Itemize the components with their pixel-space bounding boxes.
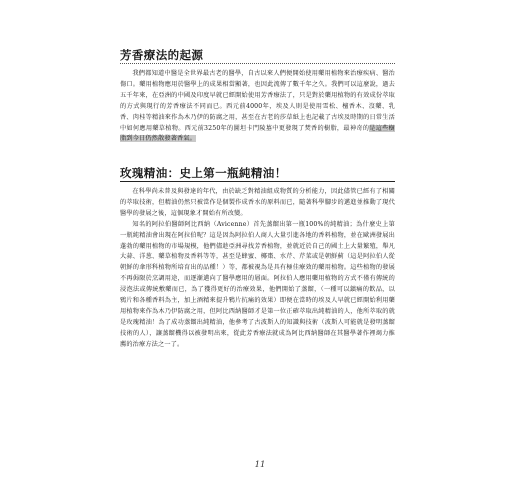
heading-divider bbox=[120, 181, 395, 182]
paragraph-text: 我們都知道中醫是全世界最古老的醫學，自古以來人們便開始使用藥用植物來治療疾病、醫治傷口。藥用植物應用於醫學上的成果相當顯著，也因此流傳了數千年之久。我們可以這麼說，過去五千年來，在亞洲的中國及印度早就已經開始使用芳香療法了，只是對於藥用植物的有效成份萃取的方式與現行的芳香療法不同而已。西元前4000年，埃及人則是使用雪松、檀香木、沒藥、乳香、肉桂等精油來作為木乃伊的防腐之用，甚至在古老的莎草紙上也記載了古埃及時期的日常生活中如何應用藥草植物。西元前3250年的圖坦卡門陵墓中更發現了焚香的樹脂，最神奇的 bbox=[120, 70, 395, 132]
section-body bbox=[120, 187, 395, 351]
section-title: 芳香療法的起源 bbox=[120, 48, 204, 62]
section-rose-oil bbox=[120, 162, 395, 351]
body-paragraph bbox=[120, 69, 395, 145]
section-heading-row bbox=[120, 162, 395, 180]
heading-divider bbox=[120, 63, 395, 64]
section-heading-row bbox=[120, 44, 395, 62]
body-paragraph-2: 知名的阿拉伯醫師阿比西納（Avicenne）首先蒸餾出第一瓶100%的純精油；為什麼史上第一瓶純精油會出現在阿拉伯呢？這是因為阿拉伯人商人大量引進各地的香料植物，並在歐洲發展出蓬勃的藥用植物的市場規模，他們儘趁亞洲尋找芳香植物，並就近於自己的國土上大量繁殖，舉凡大蒜、洋葱、藥草植物及香料等等，甚至是蜂蜜、椰棗、水芹、芹菜或是朝鮮薊（這是阿拉伯人從朝鮮的傘形科植物所培育出的品種！）等，都被視為是具有極佳療效的藥用植物。這些植物的發展不再侷限於烹調用途，而逐漸邁向了醫學應用的層面。阿拉伯人應用藥用植物的方式不僅有傳統的浸泡法或傳統敷藥而已，為了獲得更好的治療效果，他們開始了蒸餾，（一種可以鎮痛的飲品，以鴉片和各種香料為主，加上酒精來提升鴉片抗痛的效果）即便在當時的埃及人早就已經開始利用藥用植物來作為木乃伊防腐之用，但阿比西納醫師才是第一位正確萃取出純精油的人，他所萃取的就是玫瑰精油！為了成功蒸餾出純精油，他參考了古波斯人的知識與技術（波斯人可能就是發明蒸餾技術的人），讓蒸餾機得以被發明出來，從此芳香療法就成為阿比西納醫師在其醫學著作裡竭力推薦的治療方法之一了。 bbox=[120, 220, 395, 348]
page-number: 11 bbox=[254, 460, 266, 470]
section-origin-of-aromatherapy bbox=[120, 44, 395, 145]
section-body bbox=[120, 69, 395, 145]
highlighted-text: 是這些樹脂到今日仍然散發著香氣。 bbox=[120, 124, 395, 143]
section-title: 玫瑰精油：史上第一瓶純精油！ bbox=[120, 166, 287, 180]
body-paragraph-1: 在科學尚未普及與發達的年代，由於缺乏對精油組成物質的分析能力，因此儘管已經有了相關的萃取技術，但精油仍然只被當作是個製作成香水的原料而已，隨著科學腳步的邁進並推動了現代醫學的發展之後，這個現象才開始有所改變。 bbox=[120, 188, 395, 217]
